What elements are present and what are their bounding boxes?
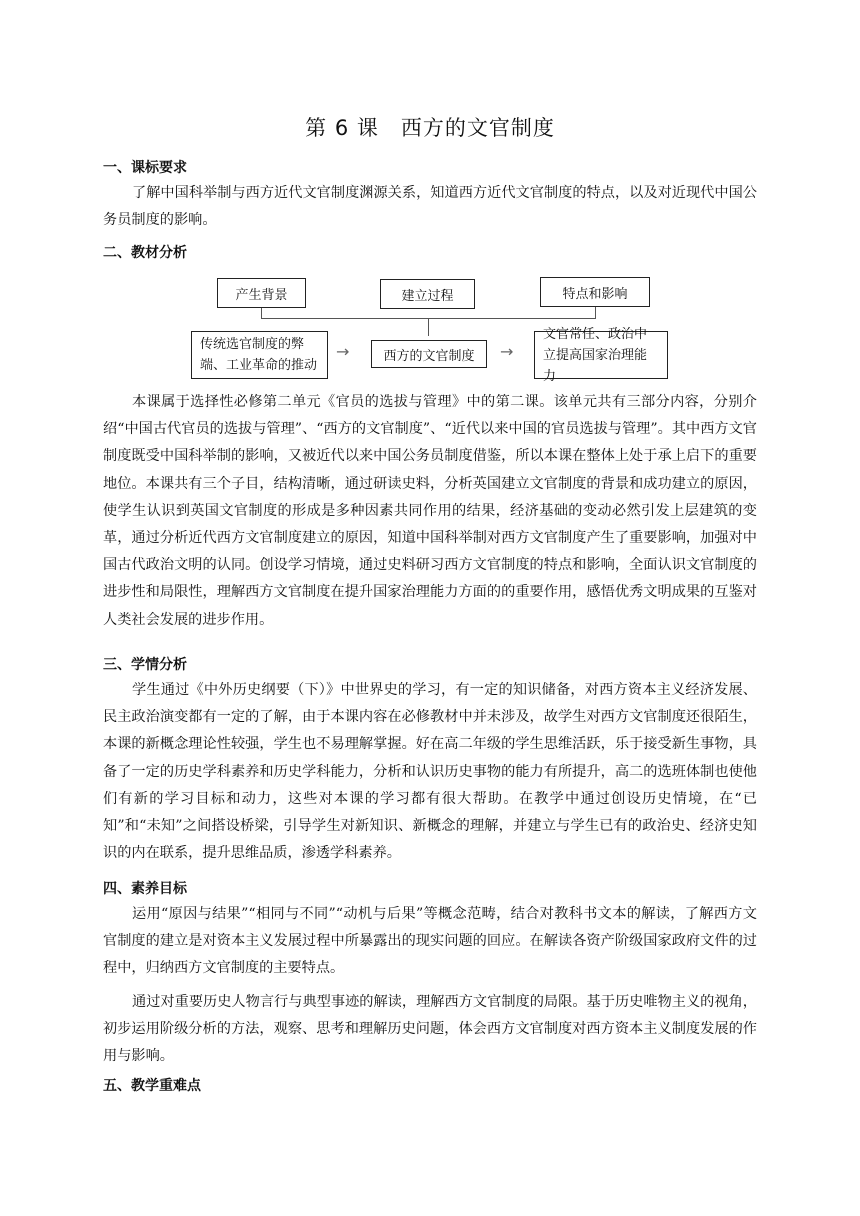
diagram-box-process: 建立过程 [380, 279, 475, 309]
arrow-right-icon: → [336, 342, 350, 361]
connector-left [261, 308, 262, 318]
section-heading-textbook: 二、教材分析 [103, 245, 187, 261]
diagram-box-effects: 文官常任、政治中立提高国家治理能力 [534, 331, 668, 379]
diagram-box-causes: 传统选官制度的弊端、工业革命的推动 [191, 331, 328, 379]
paragraph-goals-2: 通过对重要历史人物言行与典型事迹的解读，理解西方文官制度的局限。基于历史唯物主义的视角，初步运用阶级分析的方法，观察、思考和理解历史问题，体会西方文官制度对西方资本主义制度发展的作用与影响。 [103, 994, 757, 1065]
paragraph-curriculum: 了解中国科举制与西方近代文官制度渊源关系，知道西方近代文官制度的特点，以及对近现代中国公务员制度的影响。 [103, 185, 757, 229]
arrow-right-icon: → [500, 342, 514, 361]
diagram-box-features: 特点和影响 [540, 277, 650, 307]
section-heading-key-points: 五、教学重难点 [103, 1078, 201, 1094]
paragraph-goals-1: 运用“原因与结果”“相同与不同”“动机与后果”等概念范畴，结合对教科书文本的解读，了解西方文官制度的建立是对资本主义发展过程中所暴露出的现实问题的回应。在解读各资产阶级国家政府文件的过程中，归纳西方文官制度的主要特点。 [103, 906, 757, 977]
lesson-title: 第 6 课 西方的文官制度 [305, 116, 555, 140]
connector-right [595, 307, 596, 318]
diagram-box-center: 西方的文官制度 [371, 340, 487, 368]
section-heading-curriculum: 一、课标要求 [103, 160, 187, 176]
connector-center [428, 318, 429, 336]
paragraph-students: 学生通过《中外历史纲要（下）》中世界史的学习，有一定的知识储备，对西方资本主义经济发展、民主政治演变都有一定的了解，由于本课内容在必修教材中并未涉及，故学生对西方文官制度还很陌生，本课的新概念理论性较强，学生也不易理解掌握。好在高二年级的学生思维活跃，乐于接受新生事物，具备了一定的历史学科素养和历史学科能力，分析和认识历史事物的能力有所提升，高二的选班体制也使他们有新的学习目标和动力，这些对本课的学习都有很大帮助。在教学中通过创设历史情境，在“已知”和“未知”之间搭设桥梁，引导学生对新知识、新概念的理解，并建立与学生已有的政治史、经济史知识的内在联系，提升思维品质，渗透学科素养。 [103, 682, 757, 862]
section-heading-students: 三、学情分析 [103, 657, 187, 673]
paragraph-textbook: 本课属于选择性必修第二单元《官员的选拔与管理》中的第二课。该单元共有三部分内容，分别介绍“中国古代官员的选拔与管理”、“西方的文官制度”、“近代以来中国的官员选拔与管理”。其中西方文官制度既受中国科举制的影响，又被近代以来中国公务员制度借鉴，所以本课在整体上处于承上启下的重要地位。本课共有三个子目，结构清晰，通过研读史料，分析英国建立文官制度的背景和成功建立的原因，使学生认识到英国文官制度的形成是多种因素共同作用的结果，经济基础的变动必然引发上层建筑的变革，通过分析近代西方文官制度建立的原因，知道中国科举制对西方文官制度产生了重要影响，加强对中国古代政治文明的认同。创设学习情境，通过史料研习西方文官制度的特点和影响，全面认识文官制度的进步性和局限性，理解西方文官制度在提升国家治理能力方面的的重要作用，感悟优秀文明成果的互鉴对人类社会发展的进步作用。 [103, 394, 757, 628]
diagram-box-background: 产生背景 [217, 278, 306, 308]
section-heading-goals: 四、素养目标 [103, 881, 187, 897]
